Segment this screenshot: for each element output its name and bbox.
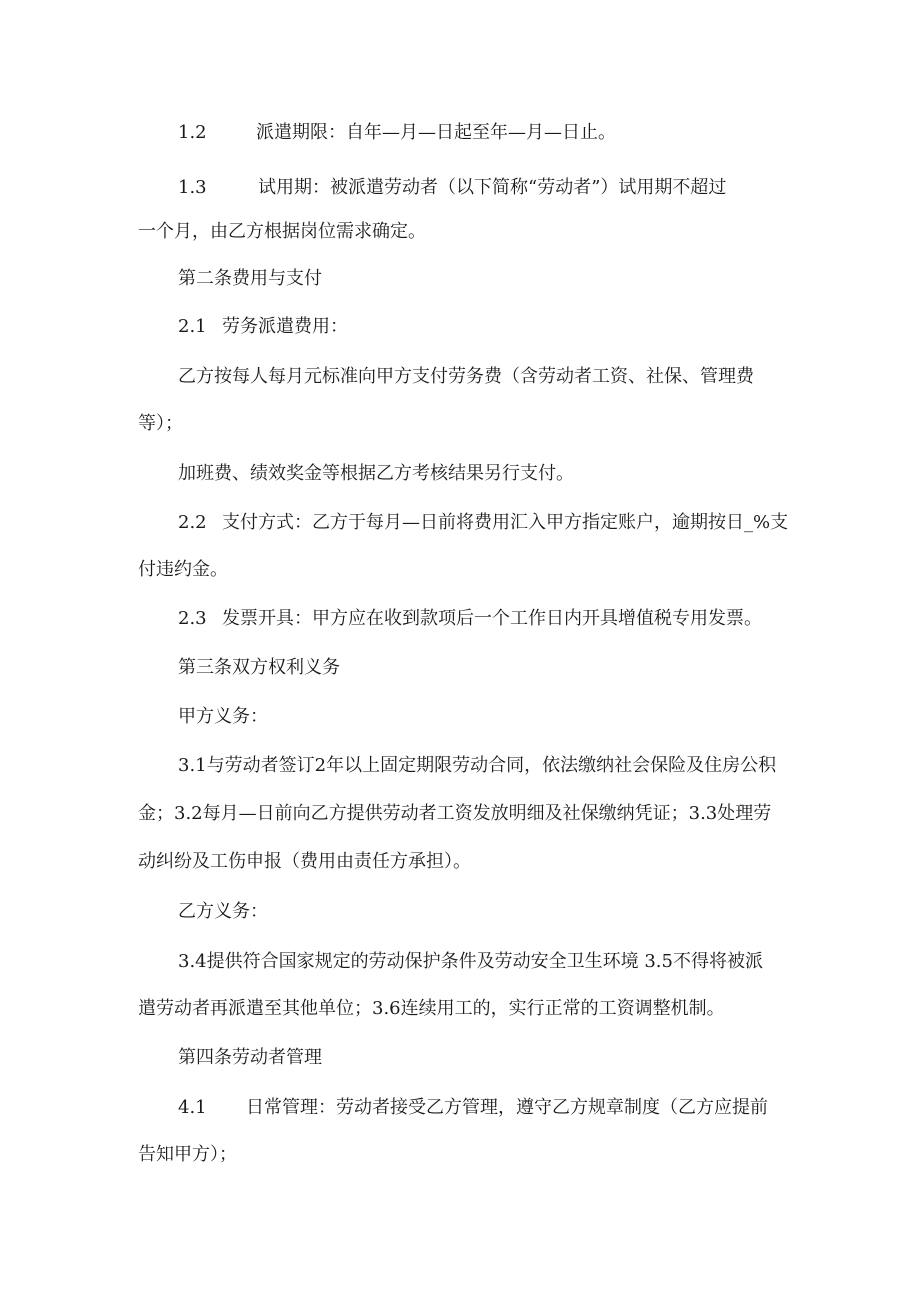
article-3-heading: 第三条双方权利义务	[178, 657, 340, 678]
clause-text: 支付方式：乙方于每月—日前将费用汇入甲方指定账户，逾期按日_%支	[222, 512, 789, 533]
clause-number: 1.2	[178, 122, 207, 143]
clause-4-1-line1	[178, 1096, 828, 1120]
clause-1-2	[178, 121, 828, 145]
clause-number: 4.1	[178, 1097, 207, 1118]
clause-2-3	[178, 607, 828, 631]
clause-text: 派遣期限：自年—月—日起至年—月—日止。	[256, 122, 616, 143]
clause-number: 2.2	[178, 512, 207, 533]
clause-2-2-line1	[178, 511, 828, 535]
clause-number: 2.3	[178, 608, 207, 629]
party-b-duties-heading: 乙方义务：	[178, 901, 268, 922]
article-4-heading: 第四条劳动者管理	[178, 1047, 322, 1068]
clause-1-3-line2: 一个月，由乙方根据岗位需求确定。	[138, 221, 426, 242]
party-a-duties-line3: 动纠纷及工伤申报（费用由责任方承担）。	[138, 851, 471, 872]
fee-paragraph-line2: 等）；	[138, 413, 183, 434]
clause-number: 2.1	[178, 316, 207, 337]
article-2-heading: 第二条费用与支付	[178, 268, 322, 289]
clause-2-2-line2: 付违约金。	[138, 559, 228, 580]
clause-text: 发票开具：甲方应在收到款项后一个工作日内开具增值税专用发票。	[222, 608, 762, 629]
party-a-duties-line1: 3.1与劳动者签订2年以上固定期限劳动合同，依法缴纳社会保险及住房公积	[178, 755, 777, 776]
clause-1-3-line1	[178, 176, 828, 200]
clause-text: 试用期：被派遣劳动者（以下简称“劳动者”）试用期不超过	[258, 177, 727, 198]
fee-paragraph-line1: 乙方按每人每月元标准向甲方支付劳务费（含劳动者工资、社保、管理费	[178, 366, 754, 387]
party-a-duties-line2: 金；3.2每月—日前向乙方提供劳动者工资发放明细及社保缴纳凭证；3.3处理劳	[138, 803, 772, 824]
clause-2-1	[178, 315, 828, 339]
party-b-duties-line2: 遣劳动者再派遣至其他单位；3.6连续用工的，实行正常的工资调整机制。	[138, 998, 725, 1019]
clause-number: 1.3	[178, 177, 207, 198]
party-a-duties-heading: 甲方义务：	[178, 706, 268, 727]
clause-text: 日常管理：劳动者接受乙方管理，遵守乙方规章制度（乙方应提前	[246, 1097, 768, 1118]
overtime-paragraph: 加班费、绩效奖金等根据乙方考核结果另行支付。	[178, 463, 574, 484]
party-b-duties-line1: 3.4提供符合国家规定的劳动保护条件及劳动安全卫生环境 3.5不得将被派	[178, 951, 763, 972]
clause-text: 劳务派遣费用：	[222, 316, 348, 337]
clause-4-1-line2: 告知甲方）；	[138, 1144, 237, 1165]
